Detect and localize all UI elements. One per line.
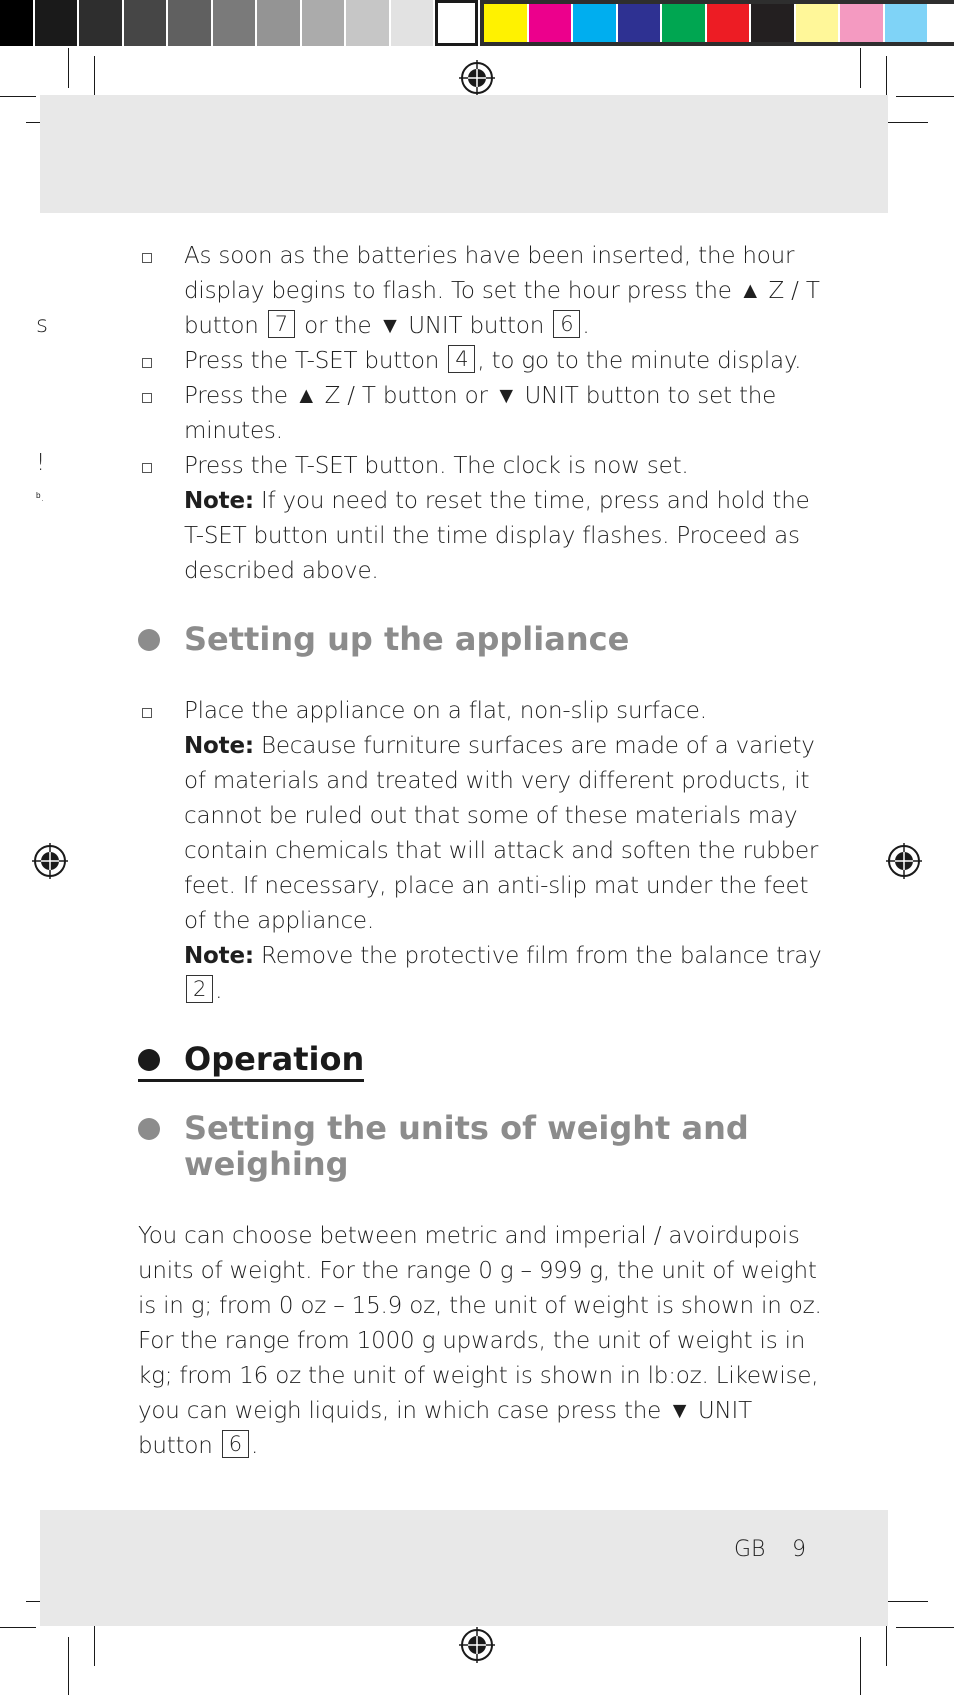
printer-color-bar [0, 0, 954, 48]
color-swatch [79, 0, 122, 46]
color-swatch [168, 0, 211, 46]
registration-mark-icon [459, 1627, 495, 1663]
crop-mark [896, 1627, 954, 1628]
note-text: Because furniture surfaces are made of a variety of materials and treated with very different products, it cannot be ruled out that some of these materials may contain chemicals that will attack and soften the rubber feet. If necessary, place an anti-slip mat under the feet of the appliance. [184, 733, 819, 934]
paragraph-text: You can choose between metric and imperial / avoirdupois units of weight. For the range 0 g – 999 g, the unit of weight is in g; from 0 oz – 15.9 oz, the unit of weight is shown in oz. For the range from 1000 g upwards, the unit of weight is in kg; from 16 oz the unit of weight is shown in lb:oz. Likewise, you can weigh liquids, in which case press the ▼ UNIT button [138, 1223, 822, 1459]
section-heading-setup [138, 621, 828, 657]
crop-mark [94, 1620, 95, 1666]
reference-number: 7 [268, 310, 295, 338]
heading-text: Operation [184, 1040, 365, 1078]
step-text: Press the T-SET button. The clock is now set. [184, 453, 689, 479]
reference-number: 2 [186, 975, 213, 1003]
heading [138, 621, 828, 657]
bullet-dot-icon [138, 629, 160, 651]
margin-fragment: ᵇ. [36, 490, 45, 504]
crop-mark [896, 96, 954, 97]
color-swatch [257, 0, 300, 46]
registration-mark-icon [32, 843, 68, 879]
color-swatch [124, 0, 167, 46]
crop-mark [68, 48, 69, 88]
step-text: Press the ▲ Z / T button or ▼ UNIT button to set the minutes. [184, 383, 777, 444]
step-text: , to go to the minute display. [477, 348, 802, 374]
footer-page-number: 9 [792, 1537, 806, 1562]
checkbox-bullet-icon [142, 708, 152, 718]
registration-mark-icon [459, 60, 495, 96]
note-text: If you need to reset the time, press and hold the T-SET button until the time display flashes. Proceed as described above. [184, 488, 810, 584]
units-paragraph [138, 1219, 828, 1464]
bullet-dot-icon [138, 1118, 160, 1140]
color-swatch [35, 0, 78, 46]
heading [138, 1041, 364, 1082]
list-item [138, 449, 828, 589]
crop-mark [860, 48, 861, 88]
crop-mark [0, 1627, 36, 1628]
list-item [138, 344, 828, 379]
paragraph-text: . [250, 1433, 259, 1459]
section-heading-units [138, 1110, 758, 1182]
heading [138, 1110, 758, 1182]
reference-number: 6 [553, 310, 580, 338]
note-label: Note: [184, 943, 254, 969]
reference-number: 4 [448, 345, 475, 373]
color-swatch [213, 0, 256, 46]
setup-list [138, 694, 828, 1009]
crop-mark [886, 1620, 887, 1666]
color-swatch [391, 0, 434, 46]
heading-text: Setting the units of weight and weighing [184, 1109, 749, 1183]
header-band [40, 95, 888, 213]
list-item [138, 694, 828, 1009]
step-text: Place the appliance on a flat, non-slip surface. [184, 698, 707, 724]
checkbox-bullet-icon [142, 463, 152, 473]
registration-mark-icon [886, 843, 922, 879]
crop-mark [68, 1637, 69, 1695]
checkbox-bullet-icon [142, 393, 152, 403]
step-text: As soon as the batteries have been inserted, the hour display begins to flash. To set the hour press the ▲ Z / T button [184, 243, 820, 339]
color-swatch [0, 0, 33, 46]
footer-band [40, 1510, 888, 1626]
list-item [138, 379, 828, 449]
heading-text: Setting up the appliance [184, 620, 630, 658]
step-text: . [582, 313, 590, 339]
bullet-dot-icon [138, 1049, 160, 1071]
note-text: Remove the protective film from the balance tray [253, 943, 822, 969]
section-heading-operation [138, 1041, 828, 1082]
note-label: Note: [184, 488, 254, 514]
color-swatch [346, 0, 389, 46]
reference-number: 6 [222, 1430, 249, 1458]
margin-fragment: s [36, 312, 48, 338]
step-text: Press the T-SET button [184, 348, 440, 374]
checkbox-bullet-icon [142, 253, 152, 263]
margin-fragment: ! [36, 450, 46, 476]
footer-language: GB [734, 1537, 766, 1562]
clock-steps-list [138, 239, 828, 589]
list-item [138, 239, 828, 344]
color-swatch [435, 0, 478, 46]
color-bar-frame [480, 0, 954, 46]
crop-mark [0, 96, 36, 97]
note-text: . [215, 978, 223, 1004]
color-swatch [302, 0, 345, 46]
crop-mark [860, 1637, 861, 1695]
checkbox-bullet-icon [142, 358, 152, 368]
step-text: or the ▼ UNIT button [304, 313, 545, 339]
note-label: Note: [184, 733, 254, 759]
